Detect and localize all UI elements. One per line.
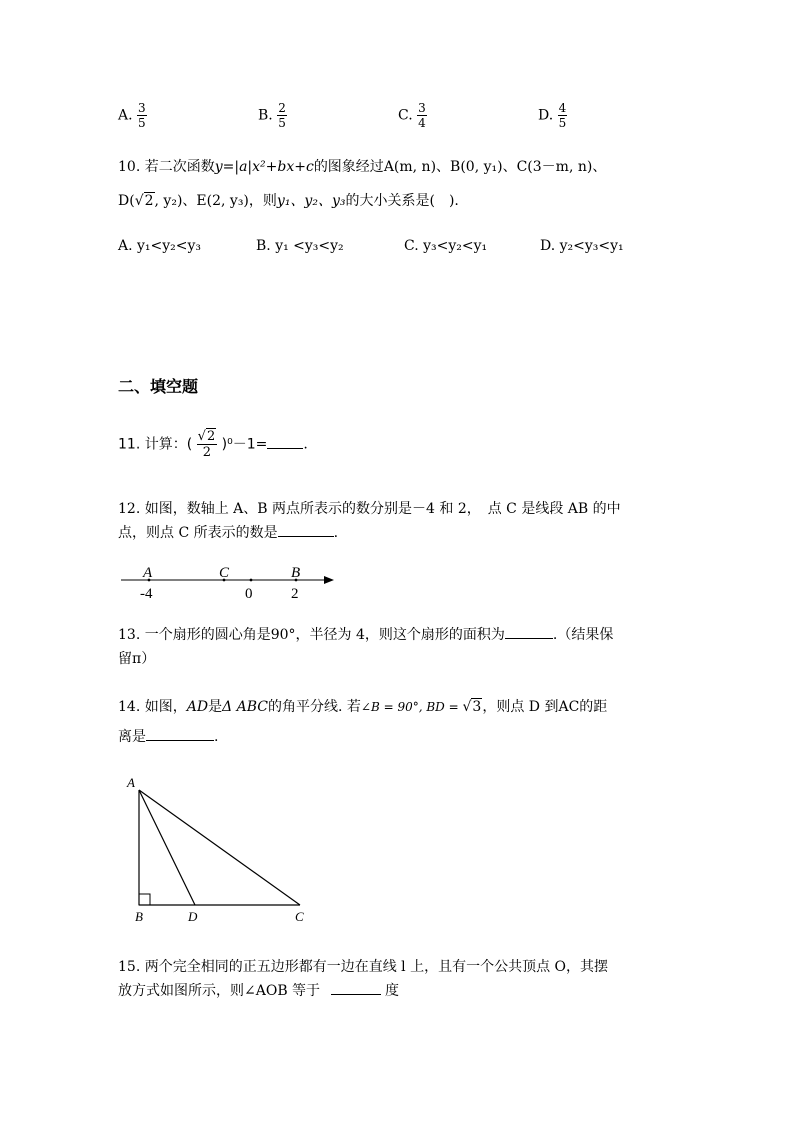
q10-option-d: D. y₂<y₃<y₁ [540,238,624,254]
label-zero: 0 [245,586,253,602]
section-heading: 二、填空题 [118,377,199,396]
question-text: 14. 如图， [118,699,187,715]
fraction [277,102,287,129]
question-text: .（结果保 [552,627,614,643]
fraction [417,102,427,129]
period: . [303,436,308,453]
number-line-figure [118,560,348,604]
function-expression: y=|a|x²+bx+c [214,159,314,175]
question-text: ，则点 D 到AC的距 [482,699,608,715]
answer-blank[interactable] [146,739,214,741]
q10-option-c: C. y₃<y₂<y₁ [404,238,488,254]
option-label: B. [258,107,273,124]
separator: 、 [436,159,451,175]
denominator: 4 [418,116,426,130]
q9-option-d [538,102,567,129]
denominator: 2 [202,445,212,460]
sqrt-symbol: √ [134,193,144,209]
question-text: 放方式如图所示，则∠AOB 等于 [118,983,321,999]
question-text: 若二次函数 [144,159,215,175]
triangle-figure [118,770,328,930]
label-b: B [291,565,301,581]
point-e: E(2, y₃) [196,193,249,209]
separator: 、 [182,193,197,209]
label-c: C [295,909,304,924]
label-d: D [188,909,198,924]
option-label: D. [538,107,554,124]
numerator [197,430,218,445]
arrow-head-icon [324,576,334,584]
question-text: 是 [208,699,223,715]
bisector-ad [139,790,195,905]
period: . [214,729,219,745]
question-text: 度 [384,983,399,999]
question-text: 点，则点 C 所表示的数是 [118,525,278,541]
question-text: 离是 [118,729,146,745]
question-text: 11. 计算：( [118,436,193,453]
q14-line2 [118,726,218,746]
q9-option-c [398,102,427,129]
question-text: 的图象经过 [313,159,384,175]
fraction [197,430,218,459]
point-b: B(0, y₁) [450,159,503,175]
q13-line2: 留π） [118,651,156,667]
point-d-prefix: D( [118,193,135,209]
numerator: 3 [138,101,146,115]
q15-line1: 15. 两个完全相同的正五边形都有一边在直线 l 上，且有一个公共顶点 O，其摆 [118,959,609,975]
q11 [118,430,308,459]
q13-line1 [118,624,613,644]
question-text: )⁰－1= [221,436,268,453]
label-a: A [127,775,135,790]
option-label: A. [118,107,133,124]
question-text: ，则 [248,193,277,209]
option-label: C. [398,107,413,124]
condition: ∠B = 90°, BD = [360,700,463,714]
denominator: 5 [278,116,286,130]
question-text: 的大小关系是( ). [345,193,459,209]
fraction [137,102,147,129]
numerator: 3 [418,101,426,115]
sqrt-argument: 3 [472,699,482,715]
numerator: 4 [558,101,567,115]
label-minus-4: -4 [140,586,153,602]
question-number: 10. [118,159,141,175]
q10-line2 [118,190,459,210]
period: . [333,525,339,541]
sqrt-argument: 2 [144,193,154,209]
origin-dot [250,579,253,582]
side-ac [139,790,300,905]
point-a: A(m, n) [383,159,437,175]
question-text: 的角平分线. 若 [268,699,361,715]
q14-line1 [118,696,607,716]
label-two: 2 [291,586,299,602]
answer-blank[interactable] [267,447,303,449]
answer-blank[interactable] [278,535,334,537]
label-a: A [143,565,153,581]
q10-line1 [118,156,606,176]
q9-option-a [118,102,147,129]
segment-ad: AD [186,699,209,715]
point-d-suffix: , y₂) [154,193,183,209]
answer-blank[interactable] [331,993,381,995]
answer-blank[interactable] [505,637,553,639]
sqrt-symbol: √ [197,429,206,444]
sqrt-argument: 2 [206,429,216,444]
right-angle-icon [139,894,150,905]
sqrt-symbol: √ [462,699,472,715]
q9-option-b [258,102,287,129]
label-b: B [135,909,143,924]
q10-option-a: A. y₁<y₂<y₃ [118,238,202,254]
point-c: C(3－m, n) [516,159,593,175]
q12-line2 [118,522,338,542]
denominator: 5 [558,116,567,130]
numerator: 2 [278,101,286,115]
q15-line2 [118,980,399,1000]
question-text: 13. 一个扇形的圆心角是90°，半径为 4，则这个扇形的面积为 [118,627,505,643]
q10-option-b: B. y₁ <y₃<y₂ [256,238,344,254]
fraction [558,102,568,129]
triangle-abc: Δ ABC [222,699,268,715]
q12-line1: 12. 如图，数轴上 A、B 两点所表示的数分别是－4 和 2， 点 C 是线段 AB 的中 [118,501,621,517]
separator: 、 [502,159,517,175]
variables: y₁、y₂、y₃ [276,193,346,209]
denominator: 5 [138,116,146,130]
separator: 、 [592,159,607,175]
label-c: C [219,565,230,581]
